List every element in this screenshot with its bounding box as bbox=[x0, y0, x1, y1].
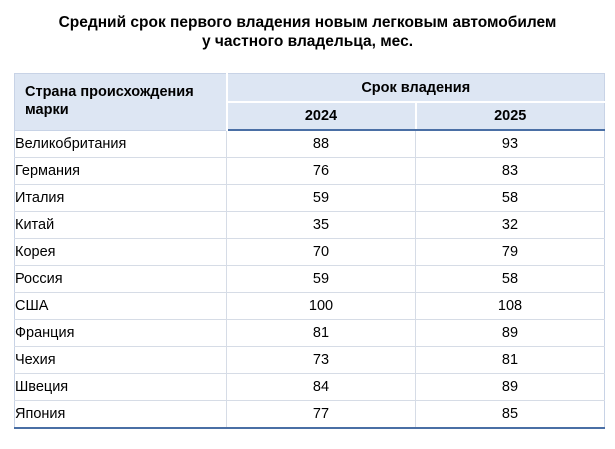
table-row bbox=[15, 239, 605, 266]
value-cell-2025: 32 bbox=[416, 212, 605, 239]
country-cell: Чехия bbox=[15, 347, 227, 374]
value-cell-2025: 108 bbox=[416, 293, 605, 320]
table-row bbox=[15, 374, 605, 401]
table-row bbox=[15, 293, 605, 320]
value-cell-2024: 88 bbox=[227, 130, 416, 158]
table-row bbox=[15, 185, 605, 212]
value-cell-2024: 35 bbox=[227, 212, 416, 239]
table-row bbox=[15, 401, 605, 429]
ownership-term-header: Срок владения bbox=[227, 74, 605, 103]
country-cell: США bbox=[15, 293, 227, 320]
country-cell: Италия bbox=[15, 185, 227, 212]
chart-title-line-1: Средний срок первого владения новым легковым автомобилем bbox=[58, 14, 557, 31]
chart-title-line-2: у частного владельца, мес. bbox=[202, 33, 413, 50]
value-cell-2024: 100 bbox=[227, 293, 416, 320]
country-cell: Германия bbox=[15, 158, 227, 185]
value-cell-2024: 77 bbox=[227, 401, 416, 429]
value-cell-2025: 89 bbox=[416, 374, 605, 401]
value-cell-2025: 79 bbox=[416, 239, 605, 266]
value-cell-2025: 89 bbox=[416, 320, 605, 347]
country-cell: Россия bbox=[15, 266, 227, 293]
value-cell-2025: 93 bbox=[416, 130, 605, 158]
table-row bbox=[15, 212, 605, 239]
country-cell: Китай bbox=[15, 212, 227, 239]
value-cell-2025: 81 bbox=[416, 347, 605, 374]
country-cell: Франция bbox=[15, 320, 227, 347]
value-cell-2025: 83 bbox=[416, 158, 605, 185]
value-cell-2024: 70 bbox=[227, 239, 416, 266]
value-cell-2025: 58 bbox=[416, 185, 605, 212]
ownership-table bbox=[14, 73, 605, 429]
value-cell-2024: 84 bbox=[227, 374, 416, 401]
value-cell-2024: 73 bbox=[227, 347, 416, 374]
value-cell-2025: 58 bbox=[416, 266, 605, 293]
country-cell: Корея bbox=[15, 239, 227, 266]
table-row bbox=[15, 130, 605, 158]
value-cell-2024: 81 bbox=[227, 320, 416, 347]
country-cell: Швеция bbox=[15, 374, 227, 401]
table-row bbox=[15, 158, 605, 185]
table-body bbox=[15, 130, 605, 428]
value-cell-2025: 85 bbox=[416, 401, 605, 429]
table-row bbox=[15, 320, 605, 347]
table-row bbox=[15, 347, 605, 374]
value-cell-2024: 59 bbox=[227, 266, 416, 293]
value-cell-2024: 59 bbox=[227, 185, 416, 212]
chart-title bbox=[0, 13, 615, 51]
country-column-header: Страна происхождения марки bbox=[15, 74, 227, 131]
country-cell: Япония bbox=[15, 401, 227, 429]
year-header-2025: 2025 bbox=[416, 102, 605, 130]
table-row bbox=[15, 266, 605, 293]
year-header-2024: 2024 bbox=[227, 102, 416, 130]
value-cell-2024: 76 bbox=[227, 158, 416, 185]
country-cell: Великобритания bbox=[15, 130, 227, 158]
